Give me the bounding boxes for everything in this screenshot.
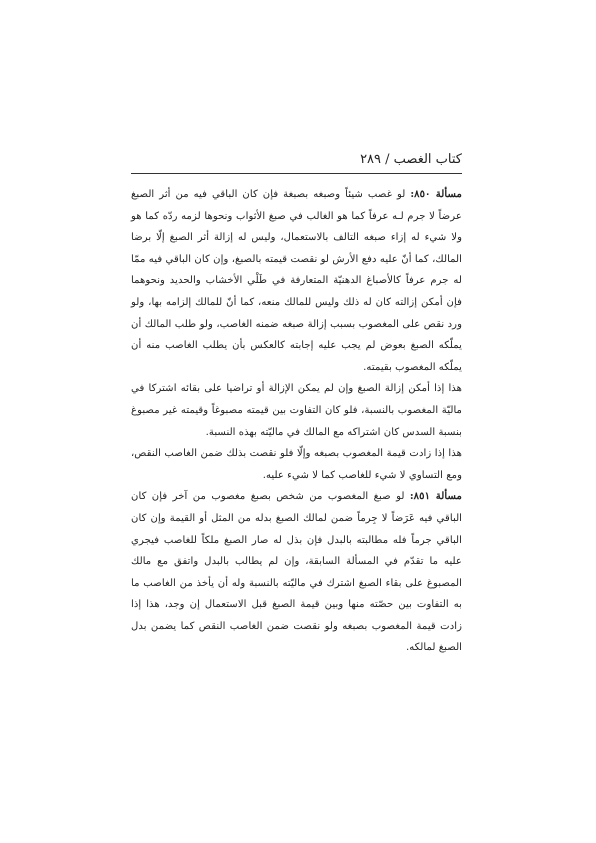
running-title: كتاب الغصب / ٢٨٩: [360, 152, 462, 167]
page-header: [131, 151, 462, 169]
paragraph: [131, 443, 462, 486]
paragraph-issue-851: [131, 486, 462, 659]
paragraph-text: لو صبغ المغصوب من شخص بصبغ مغصوب من آخر فإن كان الباقي فيه عَرَضاً لا جِرماً ضمن لمالك الصبغ بدله من المثل أو القيمة وإن كان الباقي جرماً فله مطالبته بالبدل فإن بذل له صار الصبغ ملكاً للغاصب فيجري عليه ما تقدّم في المسألة السابقة، وإن لم يطالب بالبدل واتفق مع مالك المصبوغ على بقاء الصبغ اشترك في ماليّته بالنسبة وله أن يأخذ من الغاصب ما به التفاوت بين حصّته منها وبين قيمة الصبغ قبل الاستعمال إن وجد، هذا إذا زادت قيمة المغصوب بصبغه ولو نقصت ضمن الغاصب النقص كما يضمن بدل الصبغ لمالكه.: [131, 491, 462, 654]
paragraph-text: هذا إذا زادت قيمة المغصوب بصبغه وإلّا فلو نقصت بذلك ضمن الغاصب النقص، ومع التساوي لا شيء للغاصب كما لا شيء عليه.: [131, 448, 462, 481]
issue-label: مسألة ٨٥٠:: [410, 188, 462, 200]
paragraph: [131, 378, 462, 443]
paragraph-text: هذا إذا أمكن إزالة الصبغ وإن لم يمكن الإزالة أو تراضيا على بقائه اشتركا في ماليّة المغصوب بالنسبة، فلو كان التفاوت بين قيمته مصبوغاً وقيمته غير مصبوغ بنسبة السدس كان اشتراكه مع المالك في ماليّته بهذه النسبة.: [131, 383, 462, 438]
header-rule: [131, 173, 462, 174]
issue-label: مسألة ٨٥١:: [409, 490, 462, 503]
paragraph-text: لو غصب شيئاً وصبغه بصبغة فإن كان الباقي فيه من أثر الصبغ عرضاً لا جرم لـه عرفاً كما هو الغالب في صبغ الأثواب ونحوها لزمه ردّه كما هو ولا شيء له إزاء صبغه التالف بالاستعمال، وليس له إزالة أثر الصبغ إلّا برضا المالك، كما أنّ عليه دفع الأرش لو نقصت قيمته بالصبغ، وإن كان الباقي فيه ممّا له جرم عرفاً كالأصباغ الدهنيّة المتعارفة في طَلْي الأخشاب والحديد ونحوهما فإن أمكن إزالته كان له ذلك وليس للمالك منعه، كما أنّ للمالك إلزامه بها، ولو ورد نقص على المغصوب بسبب إزالة صبغه ضمنه الغاصب، ولو طلب المالك أن يملّكه الصبغ بعوض لم يجب عليه إجابته كالعكس بأن يطلب الغاصب منه أن يملّكه المغصوب بقيمته.: [131, 189, 462, 373]
body-text: [131, 184, 462, 659]
paragraph-issue-850: [131, 184, 462, 378]
